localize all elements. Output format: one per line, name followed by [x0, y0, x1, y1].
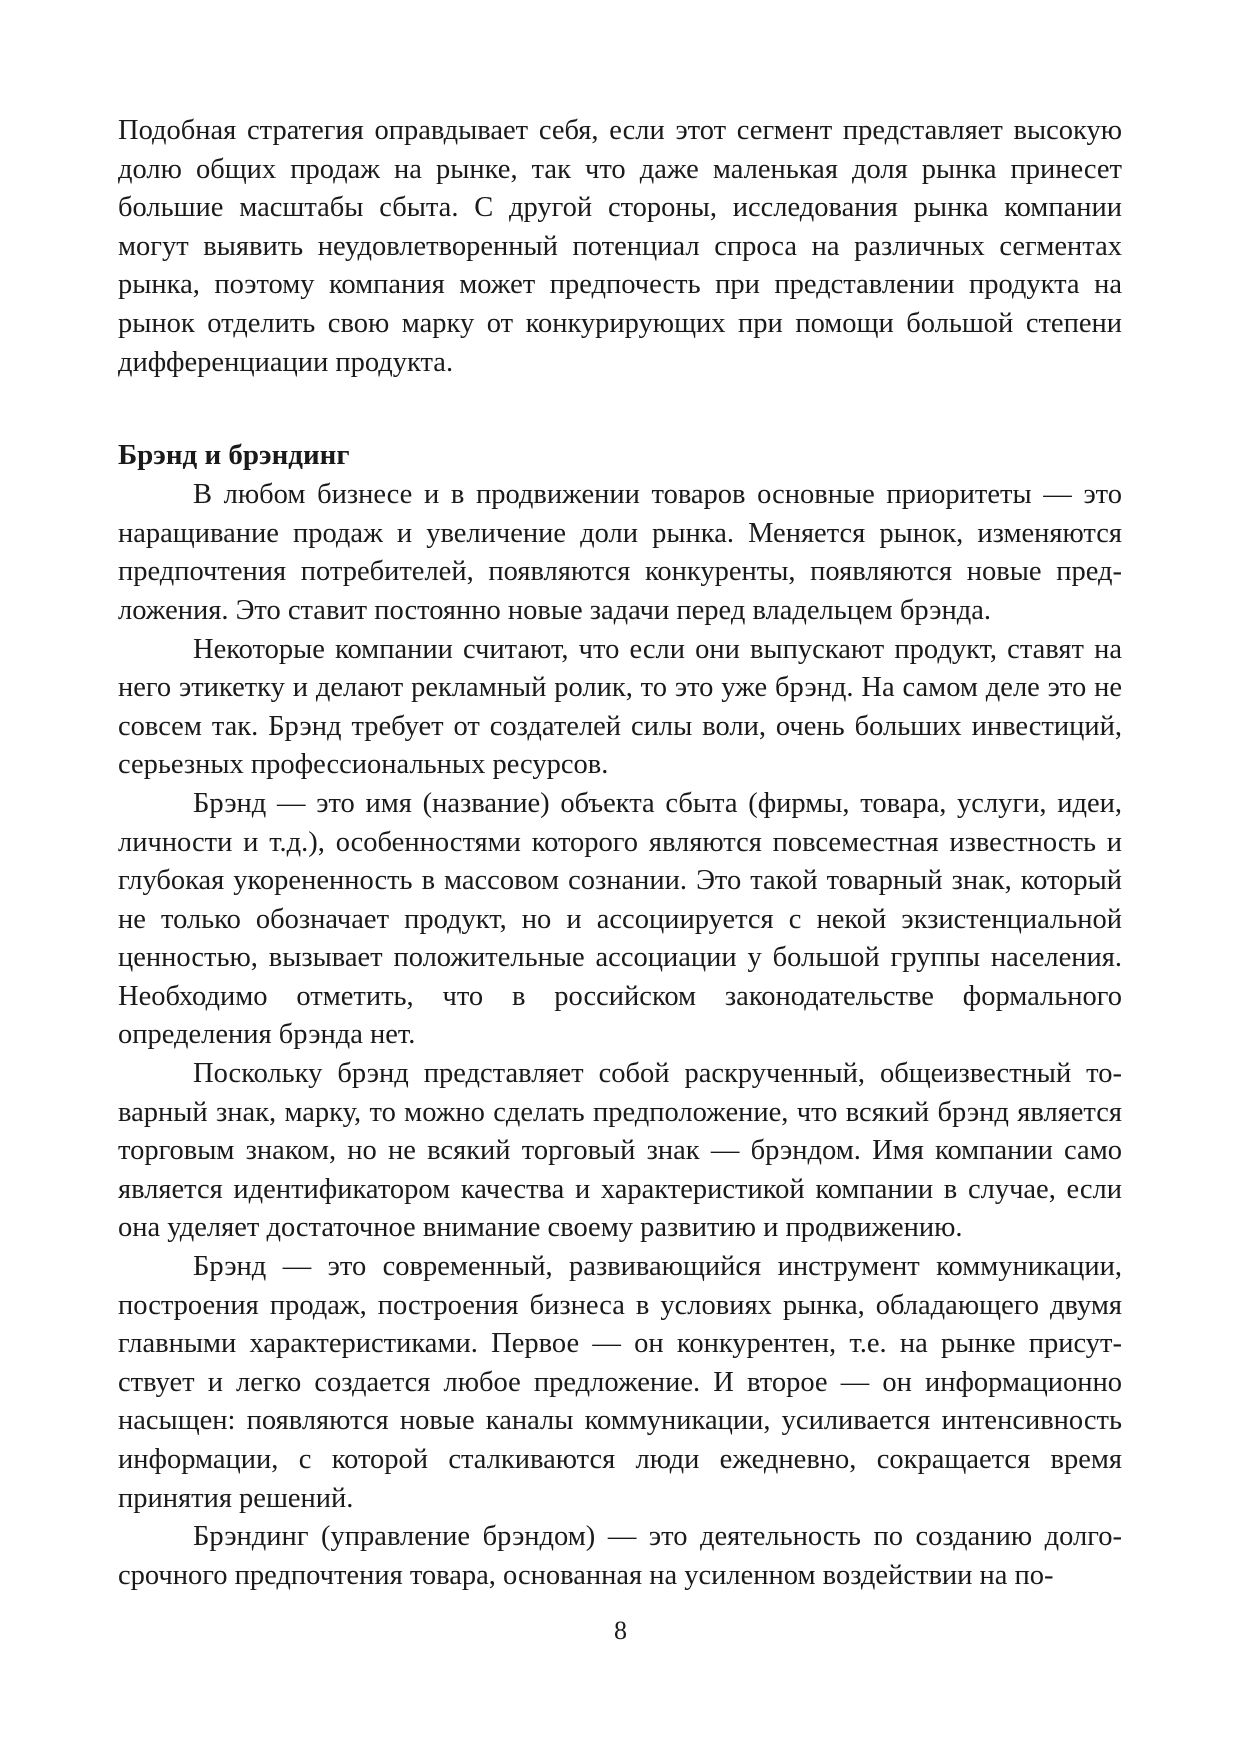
paragraph-2: Некоторые компании считают, что если они выпускают продукт, ставят на него этикетку и делают рекламный ролик, то это уже брэнд. На самом деле это не совсем так. Брэнд требует от создателей силы воли, очень больших инвестиций, серьезных профессиональных ресурсов. — [118, 633, 1122, 781]
paragraph-5: Брэнд — это современный, развивающийся инструмент коммуникации, построения продаж, построения бизнеса в условиях рынка, обладающего двумя главными характеристиками. Первое — он конкурентен, т.е. на рынке присутствует и легко создается любое предложение. И второе — он информационно насыщен: появляются новые каналы коммуникации, усиливается интенсивность информации, с которой сталкиваются люди ежедневно, сокращается время принятия решений. — [118, 1251, 1122, 1514]
paragraph-6: Брэндинг (управление брэндом) — это деятельность по созданию долгосрочного предпочтения товара, основанная на усиленном воздействии на по- — [118, 1521, 1122, 1591]
page-body — [118, 112, 1122, 1595]
paragraph-3: Брэнд — это имя (название) объекта сбыта (фирмы, товара, услуги, идеи, личности и т.д.), особенностями которого являются повсеместная известность и глубокая укорененность в массовом сознании. Это такой товарный знак, который не только обозначает продукт, но и ассоциируется с некой экзистенциальной ценностью, вызывает положительные ассоциации у большой группы населения. Необходимо отметить, что в российском законодательстве формального определения брэнда нет. — [118, 787, 1122, 1051]
paragraph-1: В любом бизнесе и в продвижении товаров основные приоритеты — это наращивание продаж и увеличение доли рынка. Меняется рынок, изменяются предпочтения потребителей, появляются конкуренты, появляются новые предложения. Это ставит постоянно новые задачи перед владельцем брэнда. — [118, 479, 1122, 626]
section-heading: Брэнд и брэндинг — [118, 439, 350, 472]
paragraph-4: Поскольку брэнд представляет собой раскрученный, общеизвестный товарный знак, марку, то можно сделать предположение, что всякий брэнд является торговым знаком, но не всякий торговый знак — брэндом. Имя компании само является идентификатором качества и характеристикой компании в случае, если она уделяет достаточное внимание своему развитию и продвижению. — [118, 1058, 1122, 1244]
intro-paragraph: Подобная стратегия оправдывает себя, если этот сегмент представляет высокую долю общих продаж на рынке, так что даже маленькая доля рынка принесет большие масштабы сбыта. С другой стороны, исследования рынка компании могут выявить неудовлетворенный потенциал спроса на различных сегментах рынка, поэтому компания может предпочесть при представлении продукта на рынок отделить свою марку от конкурирующих при помощи большой степени дифференциации продукта. — [118, 115, 1122, 378]
page-number: 8 — [614, 1616, 627, 1645]
